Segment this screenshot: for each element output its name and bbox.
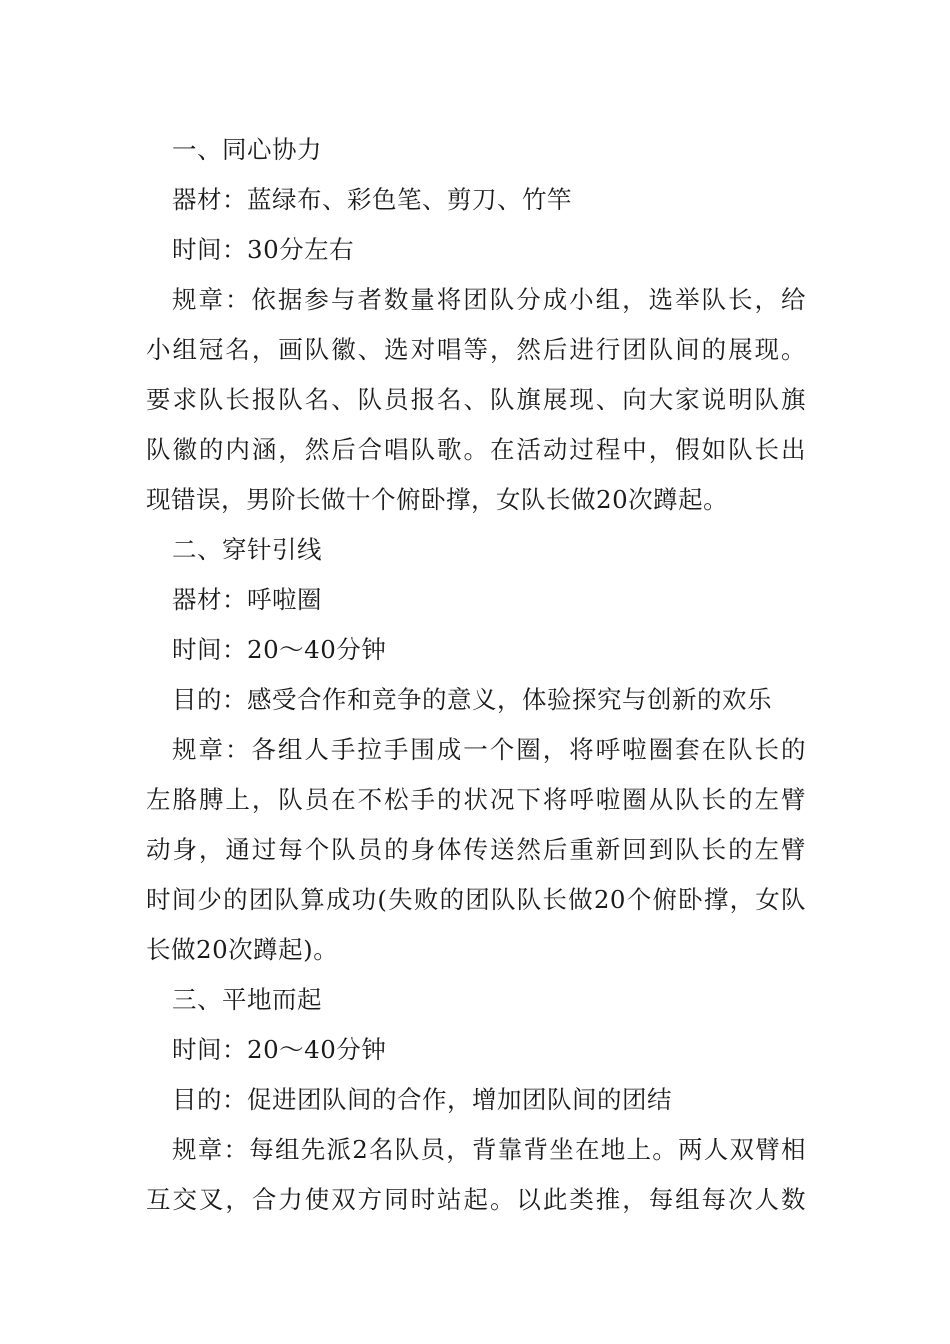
paragraph-line: 队徽的内涵，然后合唱队歌。在活动过程中，假如队长出	[146, 435, 806, 464]
paragraph-line: 时间：20～40分钟	[172, 635, 387, 664]
paragraph-line: 时间：20～40分钟	[172, 1035, 387, 1064]
paragraph-line: 长做20次蹲起)。	[146, 935, 339, 964]
paragraph-line: 左胳膊上，队员在不松手的状况下将呼啦圈从队长的左臂	[146, 785, 806, 814]
paragraph-line: 二、穿针引线	[172, 535, 322, 564]
paragraph-line: 目的：感受合作和竞争的意义，体验探究与创新的欢乐	[172, 685, 772, 714]
paragraph-line: 动身，通过每个队员的身体传送然后重新回到队长的左臂	[146, 835, 806, 864]
paragraph-line: 现错误，男阶长做十个俯卧撑，女队长做20次蹲起。	[146, 485, 729, 514]
document-page	[146, 125, 806, 1225]
paragraph-line: 互交叉，合力使双方同时站起。以此类推，每组每次人数	[146, 1185, 806, 1214]
paragraph-line: 要求队长报队名、队员报名、队旗展现、向大家说明队旗	[146, 385, 806, 414]
paragraph-line: 时间少的团队算成功(失败的团队队长做20个俯卧撑，女队	[146, 885, 806, 914]
paragraph-line: 规章：各组人手拉手围成一个圈，将呼啦圈套在队长的	[172, 735, 806, 764]
paragraph-line: 三、平地而起	[172, 985, 322, 1014]
paragraph-line: 时间：30分左右	[172, 235, 355, 264]
paragraph-line: 目的：促进团队间的合作，增加团队间的团结	[172, 1085, 672, 1114]
paragraph-line: 一、同心协力	[172, 135, 322, 164]
paragraph-line: 小组冠名，画队徽、选对唱等，然后进行团队间的展现。	[146, 335, 806, 364]
paragraph-line: 器材：呼啦圈	[172, 585, 322, 614]
paragraph-line: 规章：每组先派2名队员，背靠背坐在地上。两人双臂相	[172, 1135, 806, 1164]
paragraph-line: 规章：依据参与者数量将团队分成小组，选举队长，给	[172, 285, 806, 314]
paragraph-line: 器材：蓝绿布、彩色笔、剪刀、竹竿	[172, 185, 572, 214]
